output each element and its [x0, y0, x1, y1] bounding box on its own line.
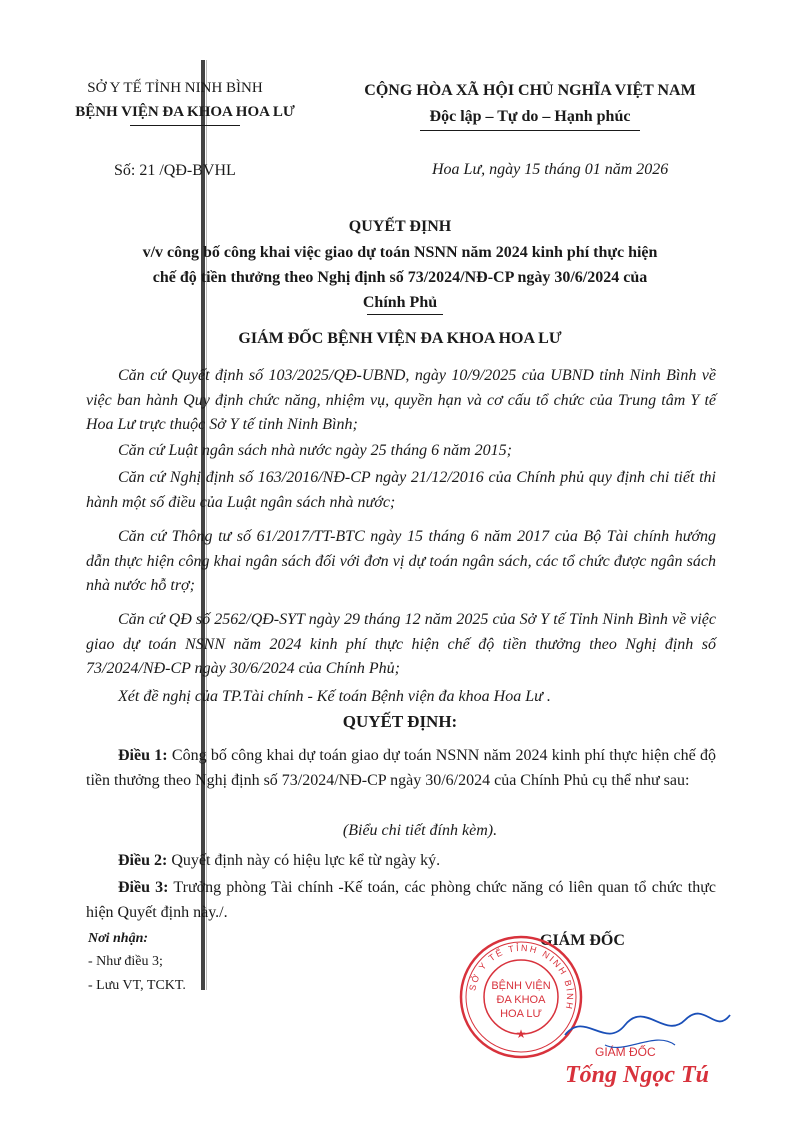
- article-3: [86, 876, 716, 925]
- basis-paragraph-2: Căn cứ Luật ngân sách nhà nước ngày 25 tháng 6 năm 2015;: [118, 442, 512, 459]
- article-2-label: Điều 2:: [118, 852, 168, 869]
- subject-underline: [367, 314, 443, 315]
- document-number: Số: 21 /QĐ-BVHL: [114, 162, 236, 179]
- basis-paragraph-5: Căn cứ QĐ số 2562/QĐ-SYT ngày 29 tháng 12 năm 2025 của Sở Y tế Tỉnh Ninh Bình về việc giao dự toán NSNN năm 2024 kinh phí thực hiện chế độ tiền thưởng theo Nghị định số 73/2024/NĐ-CP ngày 30/6/2024 của Chính Phủ;: [86, 611, 716, 677]
- document-subject-line2: chế độ tiền thưởng theo Nghị định số 73/2024/NĐ-CP ngày 30/6/2024 của: [152, 269, 648, 286]
- basis-paragraph-6: Xét đề nghị của TP.Tài chính - Kế toán Bệnh viện đa khoa Hoa Lư .: [118, 688, 551, 705]
- article-2-text: Quyết định này có hiệu lực kể từ ngày ký.: [171, 852, 441, 869]
- svg-text:★: ★: [515, 1027, 527, 1041]
- recipient-item: - Như điều 3;: [88, 954, 163, 969]
- basis-paragraph-4: Căn cứ Thông tư số 61/2017/TT-BTC ngày 15 tháng 6 năm 2017 của Bộ Tài chính hướng dẫn thực hiện công khai ngân sách đối với đơn vị dự toán ngân sách, các tổ chức được ngân sách nhà nước hỗ trợ;: [86, 528, 716, 594]
- svg-text:HOA LƯ: HOA LƯ: [500, 1008, 542, 1020]
- authority-underline: [130, 125, 240, 126]
- svg-text:SỞ Y TẾ TỈNH NINH BÌNH: SỞ Y TẾ TỈNH NINH BÌNH: [467, 942, 576, 1012]
- basis-paragraph-3: Căn cứ Nghị định số 163/2016/NĐ-CP ngày 21/12/2016 của Chính phủ quy định chi tiết thi hành một số điều của Luật ngân sách nhà nước;: [86, 469, 716, 511]
- attachment-note: (Biểu chi tiết đính kèm).: [342, 822, 498, 839]
- place-date: Hoa Lư, ngày 15 tháng 01 năm 2026: [432, 161, 669, 178]
- document-title: QUYẾT ĐỊNH: [348, 218, 452, 235]
- decision-heading: QUYẾT ĐỊNH:: [342, 712, 458, 731]
- handwritten-signature: [540, 1000, 740, 1060]
- stamp-title: GIÁM ĐỐC: [595, 1045, 656, 1059]
- recipients-title: Nơi nhận:: [88, 931, 149, 946]
- signature-title: GIÁM ĐỐC: [540, 932, 625, 949]
- article-3-label: Điều 3:: [118, 879, 169, 896]
- motto-underline: [420, 130, 640, 131]
- svg-text:BỆNH VIỆN: BỆNH VIỆN: [491, 980, 551, 992]
- document-subject-line3: Chính Phủ: [362, 294, 438, 311]
- article-1: [86, 744, 716, 793]
- issuing-authority: BỆNH VIỆN ĐA KHOA HOA LƯ: [75, 104, 295, 120]
- recipient-item: - Lưu VT, TCKT.: [88, 978, 186, 993]
- issuing-authority-parent: SỞ Y TẾ TỈNH NINH BÌNH: [87, 80, 263, 96]
- document-subject-line1: v/v công bố công khai việc giao dự toán NSNN năm 2024 kinh phí thực hiện: [142, 244, 658, 261]
- article-2: [86, 849, 716, 874]
- svg-text:ĐA KHOA: ĐA KHOA: [496, 994, 546, 1006]
- signer-name: Tống Ngọc Tú: [565, 1062, 709, 1088]
- authority-heading: GIÁM ĐỐC BỆNH VIỆN ĐA KHOA HOA LƯ: [238, 330, 562, 347]
- national-motto: Độc lập – Tự do – Hạnh phúc: [429, 108, 631, 125]
- article-1-text: Công bố công khai dự toán giao dự toán NSNN năm 2024 kinh phí thực hiện chế độ tiền thưởng theo Nghị định số 73/2024/NĐ-CP ngày 30/6/2024 của Chính Phủ cụ thể như sau:: [86, 747, 717, 789]
- article-1-label: Điều 1:: [118, 747, 168, 764]
- national-title: CỘNG HÒA XÃ HỘI CHỦ NGHĨA VIỆT NAM: [364, 82, 696, 99]
- basis-paragraph-1: Căn cứ Quyết định số 103/2025/QĐ-UBND, ngày 10/9/2025 của UBND tỉnh Ninh Bình về việc ban hành Quy định chức năng, nhiệm vụ, quyền hạn và cơ cấu tổ chức của Trung tâm Y tế Hoa Lư trực thuộc Sở Y tế tỉnh Ninh Bình;: [86, 367, 716, 433]
- article-3-text: Trưởng phòng Tài chính -Kế toán, các phòng chức năng có liên quan tổ chức thực hiện Quyết định này./.: [86, 879, 717, 921]
